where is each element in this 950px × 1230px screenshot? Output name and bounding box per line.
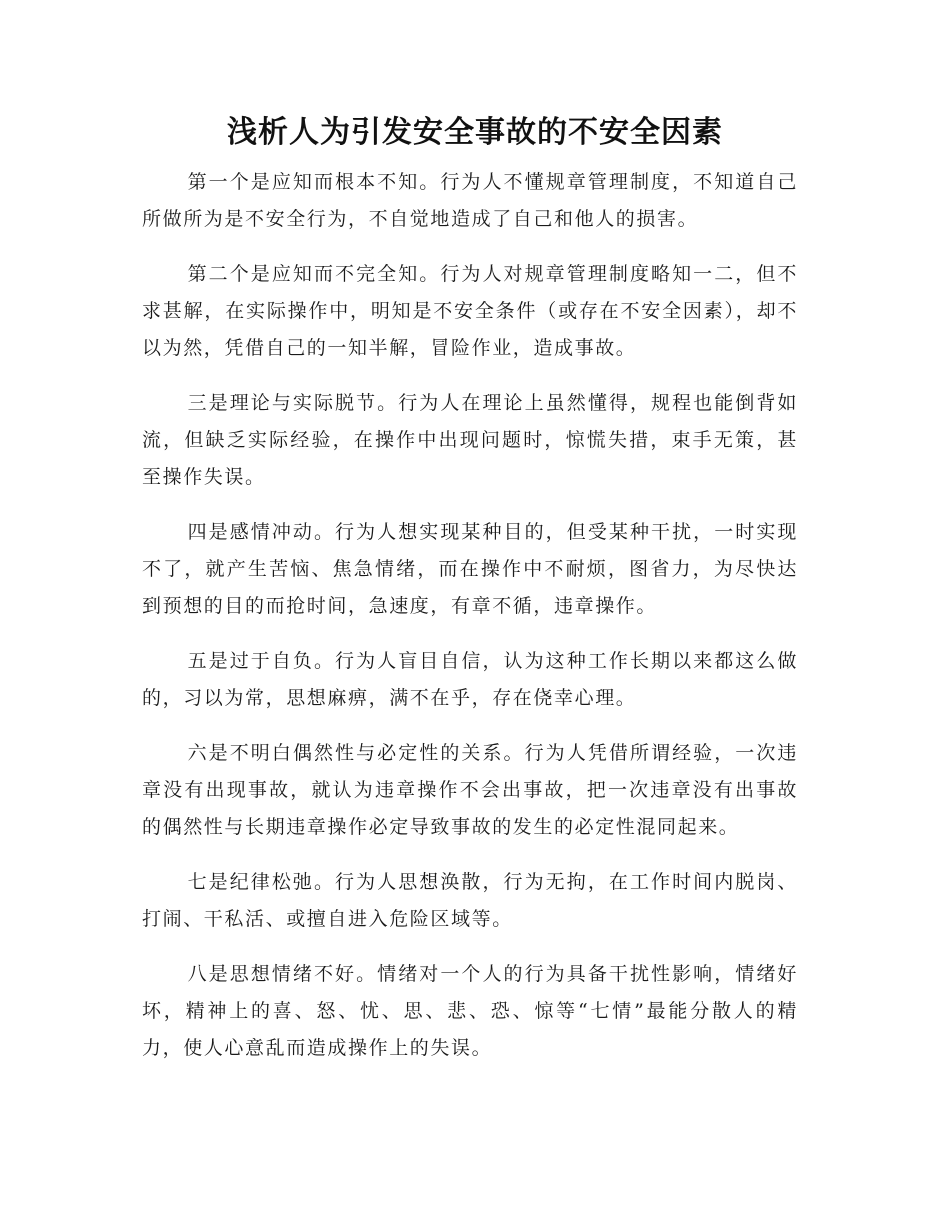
- paragraph-1: 第一个是应知而根本不知。行为人不懂规章管理制度，不知道自己所做所为是不安全行为，不自觉地造成了自己和他人的损害。: [142, 171, 798, 230]
- document-title: 浅析人为引发安全事故的不安全因素: [227, 115, 723, 150]
- paragraph-3: 三是理论与实际脱节。行为人在理论上虽然懂得，规程也能倒背如流，但缺乏实际经验，在操作中出现问题时，惊慌失措，束手无策，甚至操作失误。: [142, 392, 798, 488]
- paragraph-5: 五是过于自负。行为人盲目自信，认为这种工作长期以来都这么做的，习以为常，思想麻痹，满不在乎，存在侥幸心理。: [142, 650, 798, 709]
- paragraph-8: 八是思想情绪不好。情绪对一个人的行为具备干扰性影响，情绪好坏，精神上的喜、怒、忧、思、悲、恐、惊等“七情”最能分散人的精力，使人心意乱而造成操作上的失误。: [142, 963, 798, 1059]
- paragraph-6: 六是不明白偶然性与必定性的关系。行为人凭借所谓经验，一次违章没有出现事故，就认为违章操作不会出事故，把一次违章没有出事故的偶然性与长期违章操作必定导致事故的发生的必定性混同起来。: [142, 742, 798, 838]
- paragraph-4: 四是感情冲动。行为人想实现某种目的，但受某种干扰，一时实现不了，就产生苦恼、焦急情绪，而在操作中不耐烦，图省力，为尽快达到预想的目的而抢时间，急速度，有章不循，违章操作。: [142, 521, 798, 617]
- document-body: [142, 164, 798, 1085]
- paragraph-7: 七是纪律松弛。行为人思想涣散，行为无拘，在工作时间内脱岗、打闹、干私活、或擅自进入危险区域等。: [142, 871, 798, 930]
- paragraph-2: 第二个是应知而不完全知。行为人对规章管理制度略知一二，但不求甚解，在实际操作中，明知是不安全条件（或存在不安全因素），却不以为然，凭借自己的一知半解，冒险作业，造成事故。: [142, 263, 798, 359]
